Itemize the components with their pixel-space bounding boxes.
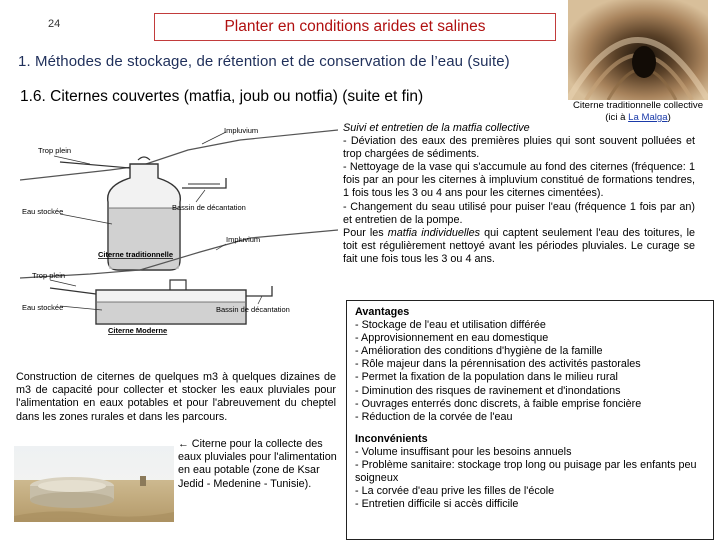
list-item: - Entretien difficile si accès difficile — [355, 498, 519, 511]
section-heading: 1. Méthodes de stockage, de rétention et de conservation de l’eau (suite) — [18, 53, 510, 70]
list-item: - Approvisionnement en eau domestique — [355, 332, 549, 345]
maintenance-individual — [343, 227, 695, 266]
caption-line: Citerne traditionnelle collective — [572, 100, 704, 111]
advantages-box — [346, 300, 714, 540]
cistern-field-photo — [14, 446, 174, 522]
label-citerne-moderne: Citerne Moderne — [108, 326, 168, 335]
maintenance-heading: Suivi et entretien de la matfia collective — [343, 122, 530, 134]
label-trop-plein-top: Trop plein — [38, 146, 72, 155]
maintenance-item: - Changement du seau utilisé pour puiser l'eau (fréquence 1 fois par an) et entretien de la pompe. — [343, 200, 695, 226]
label-citerne-traditionnelle: Citerne traditionnelle — [98, 250, 174, 259]
label-impluvium-top: Impluvium — [224, 126, 259, 135]
label-eau-stockee-bottom: Eau stockée — [22, 303, 64, 312]
label-bassin-bottom: Bassin de décantation — [216, 305, 290, 314]
cistern-diagram — [20, 120, 338, 348]
list-item: - La corvée d'eau prive les filles de l'école — [355, 485, 555, 498]
slide-title-box — [154, 13, 556, 41]
disadvantages-heading: Inconvénients — [355, 432, 428, 445]
list-item: - Stockage de l'eau et utilisation différée — [355, 319, 546, 332]
traditional-water — [109, 208, 179, 269]
photo-caption-top — [562, 100, 714, 124]
maintenance-item: - Nettoyage de la vase qui s'accumule au fond des citernes (fréquence: 1 fois par an pour les citernes à impluvium constitué de formations tendres, 1 fois tous les 3 ou 4 ans pour les citernes cimentées). — [343, 161, 695, 200]
individual-post: qui captent seulement l'eau des toitures, le toit est régulièrement nettoyé avant les périodes pluviales. Le curage se fait une fois tous les 3 ou 4 ans. — [343, 226, 695, 265]
ground-line-traditional — [20, 130, 338, 180]
individual-italic: matfia individuelles — [387, 226, 481, 239]
disadvantages-list — [355, 446, 705, 511]
cistern-interior-photo — [568, 0, 708, 100]
label-impluvium-bottom: Impluvium — [226, 235, 261, 244]
list-item: - Amélioration des conditions d'hygiène de la famille — [355, 345, 603, 358]
advantages-heading: Avantages — [355, 306, 410, 318]
individual-pre: Pour les — [343, 226, 388, 239]
list-item: - Réduction de la corvée de l'eau — [355, 410, 513, 423]
caption-prefix: (ici à — [605, 112, 629, 123]
list-item: - Problème sanitaire: stockage trop long ou puisage par les enfants peu soigneux — [355, 459, 697, 485]
slide-title: Planter en conditions arides et salines — [224, 18, 486, 35]
list-item: - Permet la fixation de la population dans le milieu rural — [355, 371, 618, 384]
sub-heading: 1.6. Citernes couvertes (matfia, joub ou notfia) (suite et fin) — [20, 88, 424, 105]
list-item: - Rôle majeur dans la pérennisation des activités pastorales — [355, 358, 641, 371]
label-trop-plein-bottom: Trop plein — [32, 271, 66, 280]
construction-text: Construction de citernes de quelques m3 à quelques dizaines de m3 de capacité pour collecter et stocker les eaux pluviales pour l'alimentation en eaux potables et pour l'abreuvement du cheptel dans les zones rurales et dans les parcours. — [16, 371, 336, 423]
caption-suffix: ) — [667, 112, 671, 123]
list-item: - Ouvrages enterrés donc discrets, à faible emprise foncière — [355, 397, 642, 410]
slide-number: 24 — [48, 18, 61, 30]
advantages-list — [355, 319, 705, 424]
label-bassin-top: Bassin de décantation — [172, 203, 246, 212]
maintenance-item: - Déviation des eaux des premières pluies qui sont souvent polluées et trop chargées de sédiments. — [343, 135, 695, 161]
label-eau-stockee-top: Eau stockée — [22, 207, 64, 216]
list-item: - Volume insuffisant pour les besoins annuels — [355, 445, 572, 458]
list-item: - Diminution des risques de ravinement et d'inondations — [355, 384, 621, 397]
photo-caption-bottom: ← Citerne pour la collecte des eaux pluviales pour l'alimentation en eau potable (zone de Ksar Jedid - Medenine - Tunisie). — [178, 438, 337, 490]
la-malga-link[interactable]: La Malga — [628, 112, 668, 123]
maintenance-section — [343, 122, 695, 266]
